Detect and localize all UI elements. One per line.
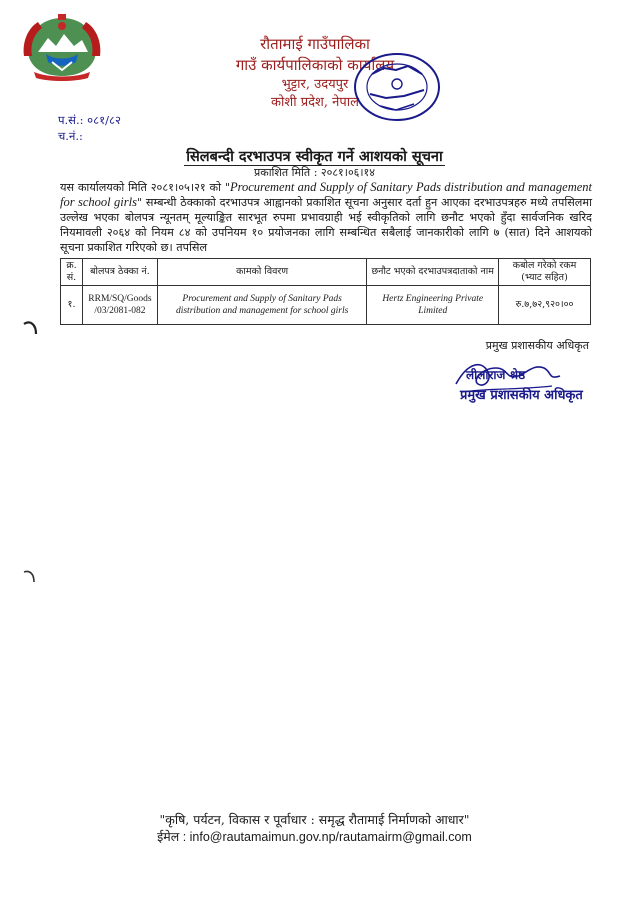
header-contract-no: बोलपत्र ठेक्का नं. bbox=[82, 259, 157, 286]
cell-description: Procurement and Supply of Sanitary Pads distribution and management for school girls bbox=[157, 286, 366, 325]
office-address: भुट्टार, उदयपुर bbox=[281, 77, 349, 92]
header-bidder: छनौट भएको दरभाउपत्रदाताको नाम bbox=[367, 259, 499, 286]
body-project-title: Procurement and Supply of Sanitary Pads distribution and management for school girls bbox=[60, 180, 592, 209]
tender-table bbox=[60, 258, 591, 325]
letter-number: प.सं.: ०८१/८२ bbox=[58, 113, 121, 127]
cell-contract-no: RRM/SQ/Goods /03/2081-082 bbox=[82, 286, 157, 325]
notice-title-text: सिलबन्दी दरभाउपत्र स्वीकृत गर्ने आशयको सूचना bbox=[186, 148, 443, 165]
header-description: कामको विवरण bbox=[157, 259, 366, 286]
header-sn: क्र. सं. bbox=[61, 259, 83, 286]
signatory-title-stamp: प्रमुख प्रशासकीय अधिकृत bbox=[460, 388, 583, 403]
footer-slogan: "कृषि, पर्यटन, विकास र पूर्वाधार : समृद्ध रौतामाई निर्माणको आधार" bbox=[159, 812, 470, 827]
header-amount: कबोल गरेको रकम (भ्याट सहित) bbox=[499, 259, 591, 286]
reference-block bbox=[58, 112, 121, 144]
body-text-1: यस कार्यालयको मिति २०८१।०५।२१ को " bbox=[60, 181, 230, 194]
municipality-name: रौतामाई गाउँपालिका bbox=[260, 35, 370, 53]
notice-body bbox=[60, 180, 592, 255]
body-text-2: " सम्बन्धी ठेक्काको दरभाउपत्र आह्वानको प्रकाशित सूचना अनुसार दर्ता हुन आएका दरभाउपत्रहरु मध्ये तपसिलमा उल्लेख भएका बोलपत्र न्यूनतम् मूल्याङ्कित सारभूत रुपमा प्रभावग्राही भई स्वीकृतिको लागि छनौट भएको हुँदा सार्वजनिक खरिद नियमावली २०६४ को नियम ८४ को उपनियम १० प्रयोजनका लागि सम्बन्धित सबैलाई जानकारीको लागि ७ (सात) दिने आशयको सूचना प्रकाशित गरिएको छ। तपसिल bbox=[60, 196, 592, 254]
margin-mark-icon bbox=[22, 568, 38, 584]
cell-sn: १. bbox=[61, 286, 83, 325]
signatory-name: लीलाराज श्रेष्ठ bbox=[466, 368, 526, 382]
signatory-title-top: प्रमुख प्रशासकीय अधिकृत bbox=[485, 339, 589, 352]
cell-amount: रु.७,७२,९२०।०० bbox=[499, 286, 591, 325]
margin-mark-icon bbox=[22, 318, 40, 336]
office-name: गाउँ कार्यपालिकाको कार्यालय bbox=[235, 56, 395, 74]
dispatch-number: च.नं.: bbox=[58, 129, 83, 143]
nepal-emblem-icon bbox=[18, 12, 106, 82]
table-row bbox=[61, 286, 591, 325]
office-seal-stamp-icon bbox=[352, 50, 442, 124]
notice-title bbox=[0, 146, 629, 166]
table-header-row bbox=[61, 259, 591, 286]
published-date: प्रकाशित मिति : २०८१।०६।१४ bbox=[254, 166, 375, 179]
province-name: कोशी प्रदेश, नेपाल bbox=[271, 95, 359, 110]
footer-email: ईमेल : info@rautamaimun.gov.np/rautamairm@gmail.com bbox=[157, 830, 472, 844]
cell-bidder: Hertz Engineering Private Limited bbox=[367, 286, 499, 325]
